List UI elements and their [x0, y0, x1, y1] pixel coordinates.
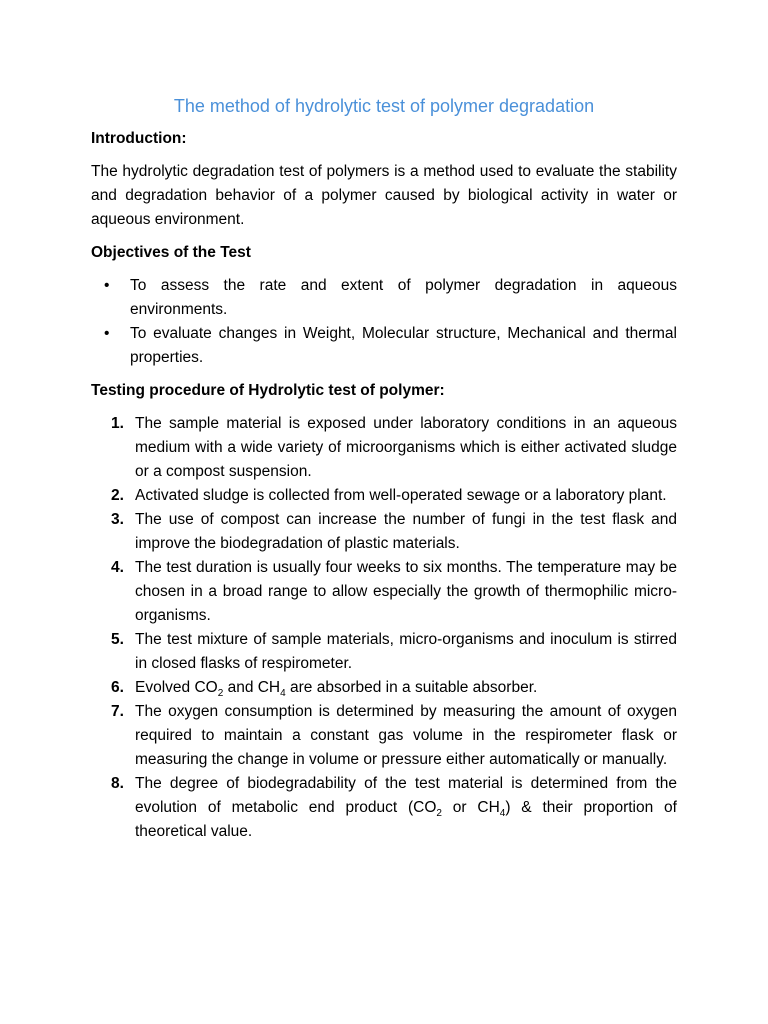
- step-number: 6.: [111, 679, 124, 696]
- procedure-step: [91, 628, 677, 676]
- bullet-icon: •: [104, 325, 110, 342]
- objective-text: To evaluate changes in Weight, Molecular structure, Mechanical and thermal properties.: [130, 325, 677, 366]
- procedure-step: [91, 484, 677, 508]
- bullet-icon: •: [104, 277, 110, 294]
- subscript: 2: [217, 688, 224, 700]
- procedure-step: [91, 508, 677, 556]
- introduction-paragraph: The hydrolytic degradation test of polymers is a method used to evaluate the stability and degradation behavior of a polymer caused by biological activity in water or aqueous environment.: [91, 163, 677, 228]
- step-number: 7.: [111, 703, 124, 720]
- step-text-part: are absorbed in a suitable absorber.: [285, 679, 538, 696]
- objectives-list: [91, 274, 677, 370]
- objective-text: To assess the rate and extent of polymer degradation in aqueous environments.: [130, 277, 677, 318]
- step-text-part: ) & their proportion of theoretical value.: [135, 799, 677, 840]
- step-text: The use of compost can increase the number of fungi in the test flask and improve the biodegradation of plastic materials.: [135, 511, 677, 552]
- step-text-part: and CH: [223, 679, 281, 696]
- subscript: 4: [280, 688, 286, 700]
- step-text: [135, 679, 538, 700]
- step-number: 2.: [111, 487, 124, 504]
- step-number: 1.: [111, 415, 124, 432]
- step-text: The test mixture of sample materials, micro-organisms and inoculum is stirred in closed flasks of respirometer.: [135, 631, 677, 672]
- procedure-steps-list: [91, 412, 677, 844]
- document-title: The method of hydrolytic test of polymer degradation: [173, 96, 595, 116]
- procedure-step: [91, 676, 677, 700]
- procedure-step: [91, 700, 677, 772]
- procedure-heading: Testing procedure of Hydrolytic test of polymer:: [91, 382, 445, 399]
- step-text: The test duration is usually four weeks to six months. The temperature may be chosen in a broad range to allow especially the growth of thermophilic micro-organisms.: [135, 559, 677, 624]
- step-text-part: The degree of biodegradability of the test material is determined from the evolution of metabolic end product (CO: [135, 775, 677, 816]
- step-text-part: or CH: [441, 799, 500, 816]
- procedure-step: [91, 412, 677, 484]
- objective-item: [91, 274, 677, 322]
- introduction-heading: Introduction:: [91, 130, 187, 147]
- procedure-step: [91, 772, 677, 844]
- subscript: 2: [436, 808, 442, 820]
- step-number: 8.: [111, 775, 124, 792]
- procedure-step: [91, 556, 677, 628]
- step-number: 5.: [111, 631, 124, 648]
- objectives-heading: Objectives of the Test: [91, 244, 251, 261]
- step-number: 3.: [111, 511, 124, 528]
- subscript: 4: [499, 808, 506, 820]
- step-text-part: Evolved CO: [135, 679, 218, 696]
- step-text: The sample material is exposed under laboratory conditions in an aqueous medium with a wide variety of microorganisms which is either activated sludge or a compost suspension.: [135, 415, 677, 480]
- step-text: The oxygen consumption is determined by measuring the amount of oxygen required to maintain a constant gas volume in the respirometer flask or measuring the change in volume or pressure either automatically or manually.: [135, 703, 677, 768]
- step-text: [135, 775, 677, 840]
- step-number: 4.: [111, 559, 124, 576]
- objective-item: [91, 322, 677, 370]
- step-text: Activated sludge is collected from well-operated sewage or a laboratory plant.: [135, 487, 667, 504]
